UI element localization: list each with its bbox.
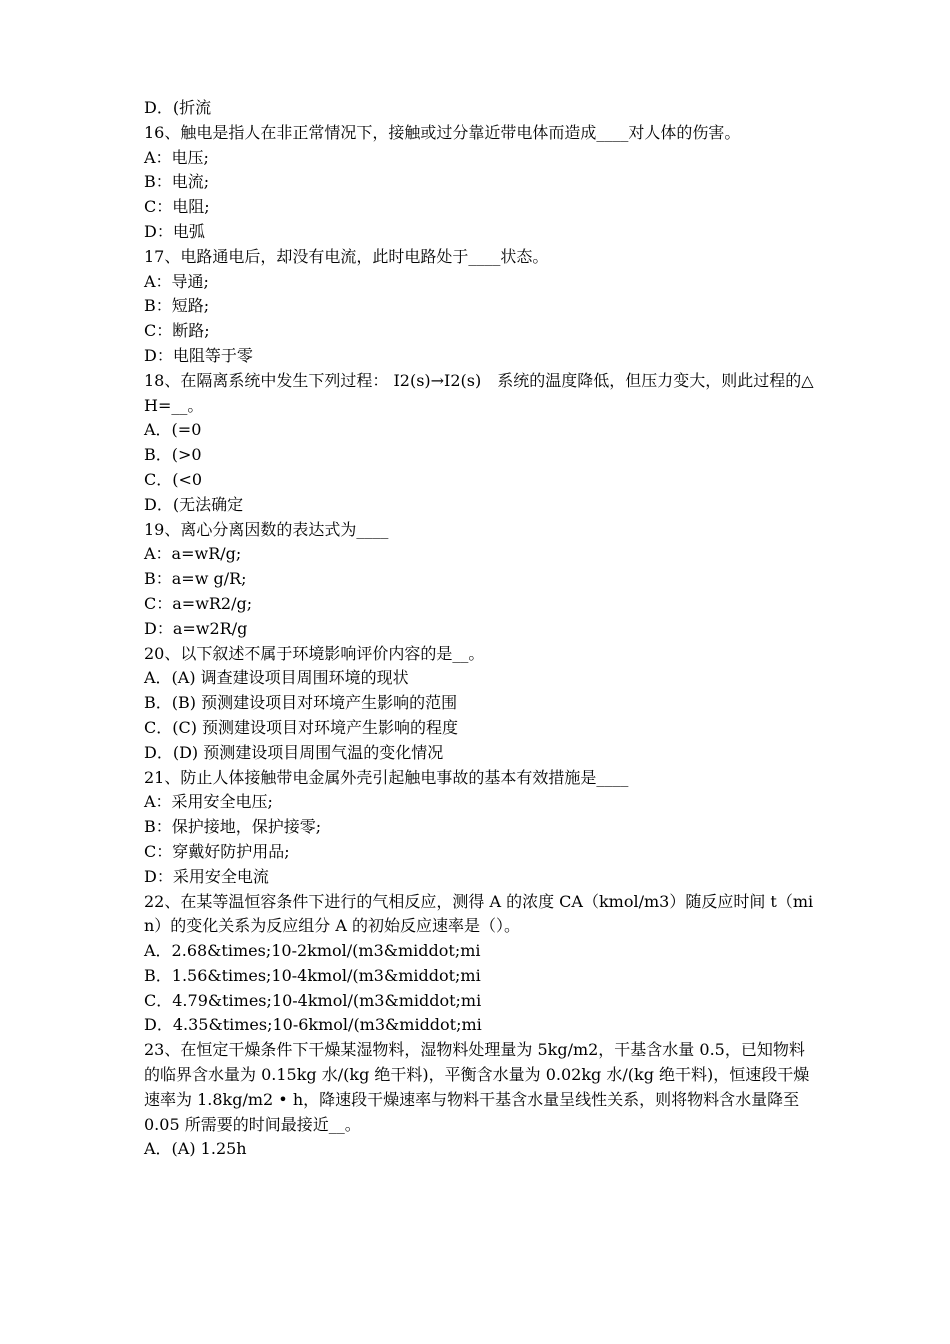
option-a-19: A：a=wR/g; xyxy=(144,544,242,564)
question-21: 21、防止人体接触带电金属外壳引起触电事故的基本有效措施是____ xyxy=(144,767,629,787)
option-d-16: D：电弧 xyxy=(144,221,205,241)
option-c-18: C．(<0 xyxy=(144,469,203,489)
option-d-17: D：电阻等于零 xyxy=(144,345,253,365)
option-b-16: B：电流; xyxy=(144,172,210,192)
option-b-18: B．(>0 xyxy=(144,445,202,465)
option-c-22: C．4.79&times;10-4kmol/(m3&middot;mi xyxy=(144,990,482,1010)
option-c-17: C：断路; xyxy=(144,321,210,341)
option-d-18: D．(无法确定 xyxy=(144,494,244,514)
option-b-17: B：短路; xyxy=(144,296,210,316)
question-18: 18、在隔离系统中发生下列过程： I2(s)→I2(s) 系统的温度降低，但压力变大，则此过程的△H=__。 xyxy=(144,370,814,415)
question-20: 20、以下叙述不属于环境影响评价内容的是__。 xyxy=(144,643,485,663)
option-b-21: B：保护接地，保护接零; xyxy=(144,817,322,837)
question-19: 19、离心分离因数的表达式为____ xyxy=(144,519,389,539)
question-22: 22、在某等温恒容条件下进行的气相反应，测得 A 的浓度 CA（kmol/m3）随反应时间 t（min）的变化关系为反应组分 A 的初始反应速率是（）。 xyxy=(144,891,814,936)
option-d-22: D．4.35&times;10-6kmol/(m3&middot;mi xyxy=(144,1015,482,1035)
option-c-20: C．(C) 预测建设项目对环境产生影响的程度 xyxy=(144,717,459,737)
option-a-23: A．(A) 1.25h xyxy=(144,1139,247,1159)
question-23: 23、在恒定干燥条件下干燥某湿物料，湿物料处理量为 5kg/m2，干基含水量 0.5，已知物料的临界含水量为 0.15kg 水/(kg 绝干料)，平衡含水量为 0.02kg 水/(kg 绝干料)，恒速段干燥速率为 1.8kg/m2 • h，降速段干燥速率与物料干基含水量呈线性关系，则将物料含水量降至 0.05 所需要的时间最接近__。 xyxy=(144,1040,810,1134)
option-c-16: C：电阻; xyxy=(144,197,210,217)
option-d-20: D．(D) 预测建设项目周围气温的变化情况 xyxy=(144,742,444,762)
option-d-21: D：采用安全电流 xyxy=(144,866,269,886)
option-c-19: C：a=wR2/g; xyxy=(144,593,253,613)
option-a-21: A：采用安全电压; xyxy=(144,792,273,812)
option-b-22: B．1.56&times;10-4kmol/(m3&middot;mi xyxy=(144,965,481,985)
option-b-19: B：a=w g/R; xyxy=(144,569,247,589)
document-page xyxy=(144,96,814,1162)
option-a-22: A．2.68&times;10-2kmol/(m3&middot;mi xyxy=(144,941,481,961)
option-a-18: A．(=0 xyxy=(144,420,202,440)
option-d-19: D：a=w2R/g xyxy=(144,618,248,638)
option-a-17: A：导通; xyxy=(144,271,209,291)
option-a-20: A．(A) 调查建设项目周围环境的现状 xyxy=(144,668,409,688)
question-16: 16、触电是指人在非正常情况下，接触或过分靠近带电体而造成____对人体的伤害。 xyxy=(144,122,741,142)
option-c-21: C：穿戴好防护用品; xyxy=(144,841,290,861)
option-a-16: A：电压; xyxy=(144,147,209,167)
question-17: 17、电路通电后，却没有电流，此时电路处于____状态。 xyxy=(144,246,549,266)
option-b-20: B．(B) 预测建设项目对环境产生影响的范围 xyxy=(144,693,458,713)
option-d-15: D．(折流 xyxy=(144,98,212,117)
